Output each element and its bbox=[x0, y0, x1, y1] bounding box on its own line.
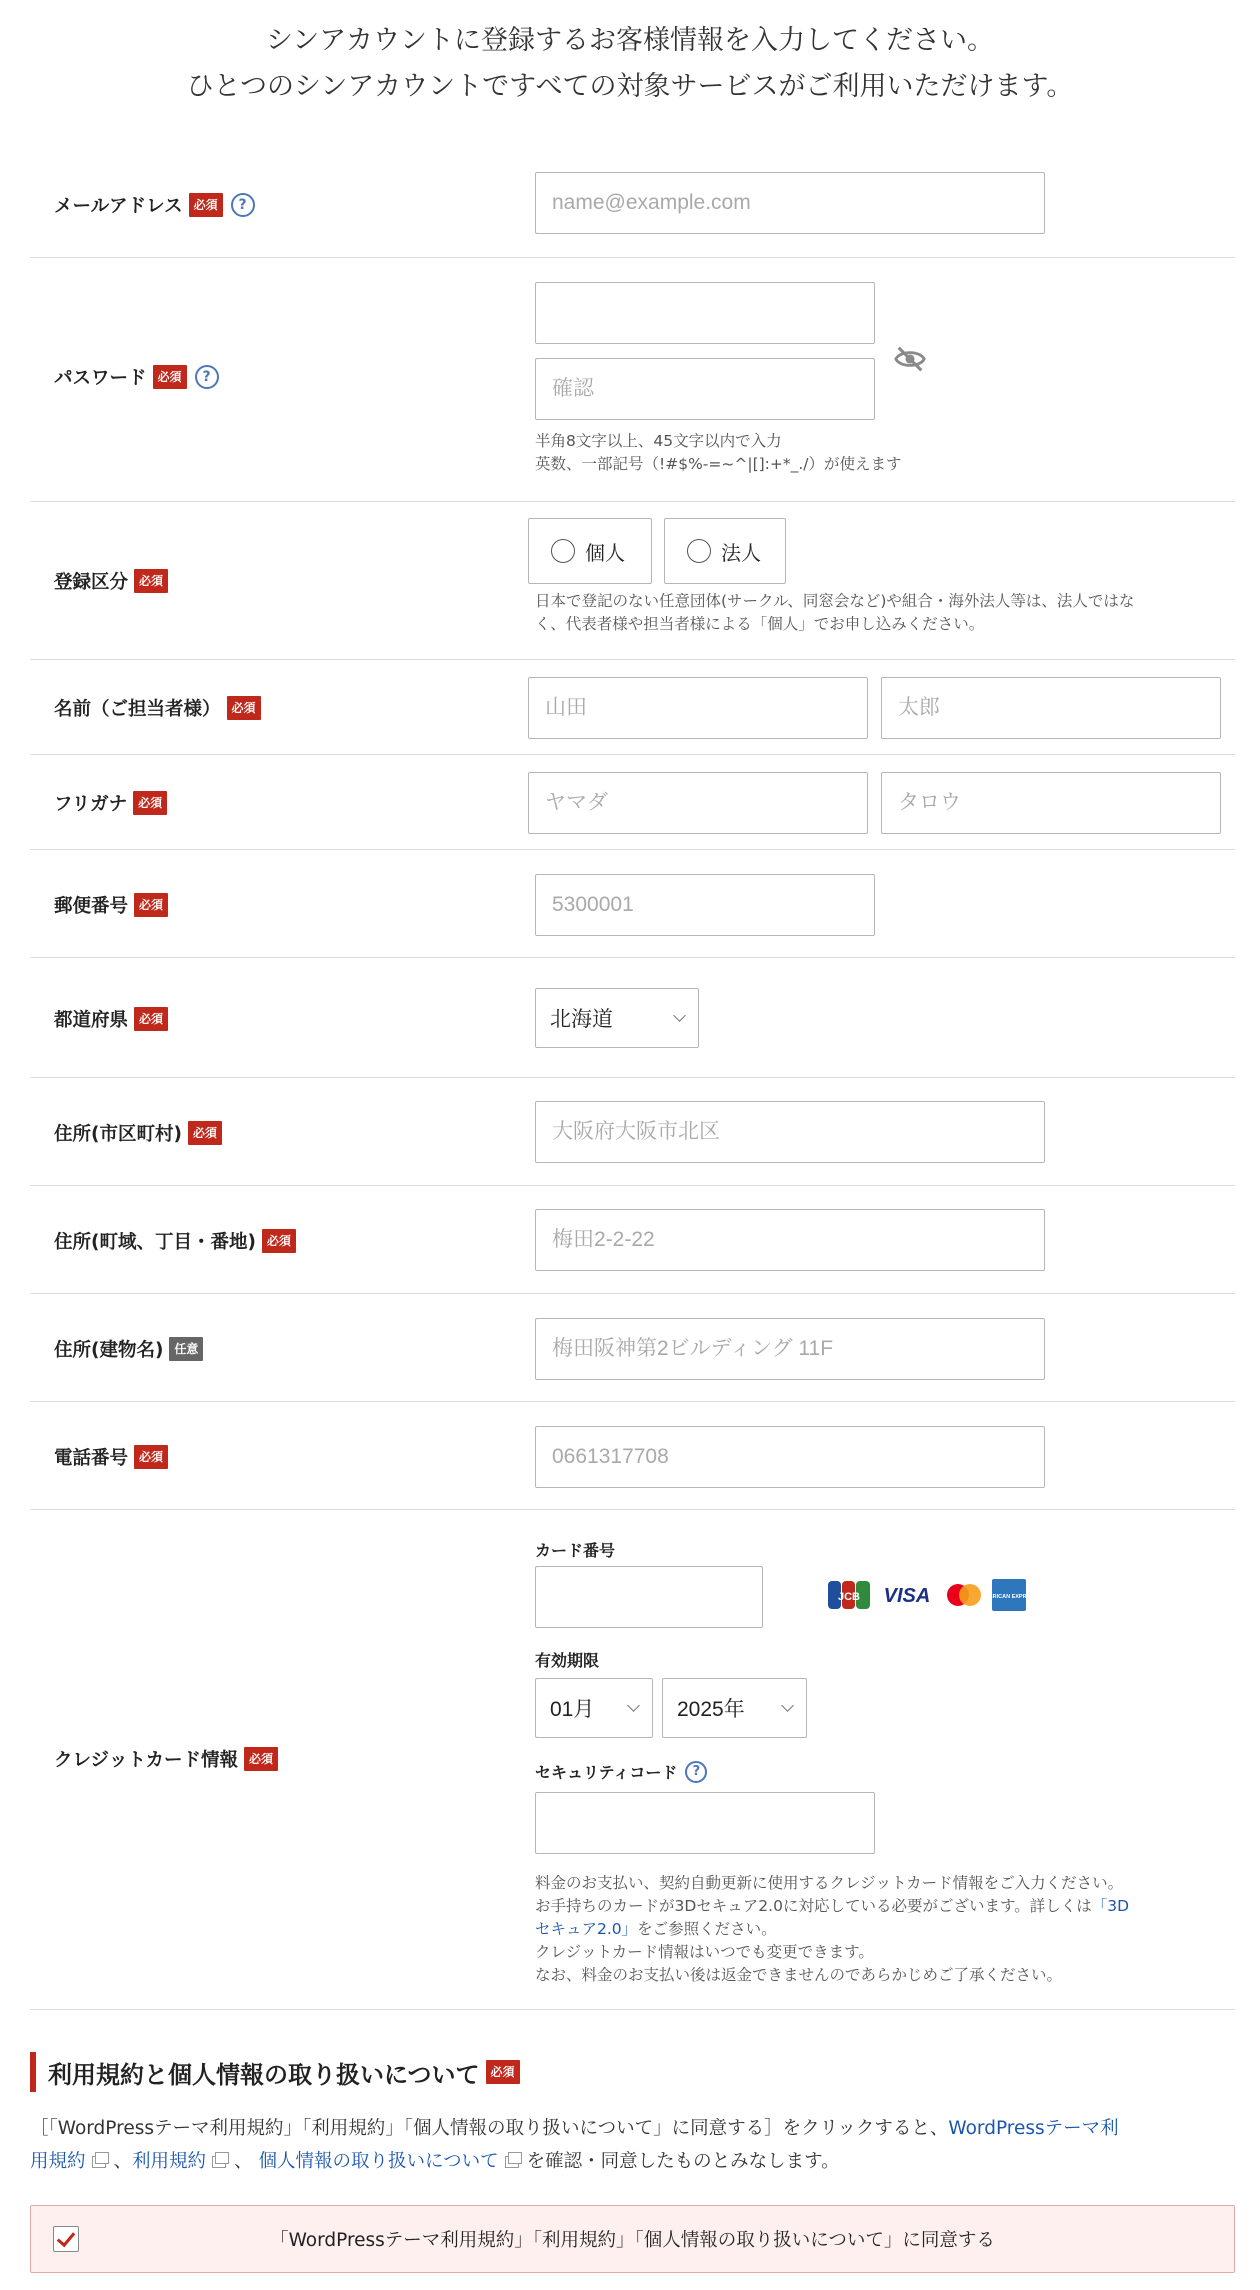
registration-type-note-line-2: く、代表者様や担当者様による「個人」でお申し込みください。 bbox=[535, 615, 985, 633]
jcb-logo-text: JCB bbox=[837, 1591, 861, 1603]
chevron-down-icon bbox=[627, 1699, 640, 1712]
card-number-input[interactable] bbox=[535, 1566, 763, 1628]
help-icon[interactable]: ? bbox=[231, 193, 255, 217]
terms-text bbox=[30, 2112, 1235, 2178]
credit-card-note-line-5: なお、料金のお支払い後は返金できませんのであらかじめご了承ください。 bbox=[535, 1966, 1063, 1984]
external-link-icon bbox=[92, 2156, 106, 2168]
registration-type-row bbox=[30, 502, 1235, 660]
required-badge: 必須 bbox=[189, 193, 223, 217]
password-note-line-1: 半角8文字以上、45文字以内で入力 bbox=[535, 432, 782, 450]
amex-logo-icon bbox=[980, 1578, 1038, 1612]
wordpress-terms-link[interactable]: WordPressテーマ利 bbox=[948, 2118, 1119, 2139]
jcb-logo-icon bbox=[827, 1579, 871, 1611]
expiry-month-value: 01月 bbox=[550, 1698, 595, 1721]
security-code-label bbox=[535, 1760, 707, 1783]
expiry-year-select[interactable] bbox=[662, 1678, 807, 1738]
terms-section-title bbox=[30, 2052, 520, 2092]
radio-individual[interactable] bbox=[528, 518, 652, 584]
city-label-text: 住所(市区町村) bbox=[54, 1124, 182, 1145]
chevron-down-icon bbox=[781, 1699, 794, 1712]
building-label-text: 住所(建物名) bbox=[54, 1340, 164, 1361]
expiry-month-select[interactable] bbox=[535, 1678, 653, 1738]
agree-checkbox[interactable] bbox=[53, 2226, 79, 2252]
note-text: をご参照ください。 bbox=[637, 1920, 777, 1938]
required-badge: 必須 bbox=[244, 1747, 278, 1771]
note-text: お手持ちのカードが3Dセキュア2.0に対応している必要がございます。詳しくは bbox=[535, 1897, 1092, 1915]
name-label bbox=[54, 695, 261, 721]
street-input[interactable] bbox=[535, 1209, 1045, 1271]
intro-text bbox=[0, 18, 1260, 110]
credit-card-note bbox=[535, 1872, 1129, 1987]
visa-logo-icon bbox=[877, 1579, 937, 1611]
phone-label bbox=[54, 1444, 168, 1470]
card-brand-icons bbox=[827, 1578, 1038, 1612]
credit-card-note-line-1: 料金のお支払い、契約自動更新に使用するクレジットカード情報をご入力ください。 bbox=[535, 1874, 1124, 1892]
separator: 、 bbox=[234, 2151, 253, 2172]
prefecture-select[interactable] bbox=[535, 988, 699, 1048]
external-link-icon bbox=[505, 2156, 519, 2168]
postal-row bbox=[30, 850, 1235, 958]
password-confirm-input[interactable] bbox=[535, 358, 875, 420]
building-label bbox=[54, 1336, 203, 1362]
agree-terms-checkbox-box[interactable] bbox=[30, 2205, 1235, 2273]
prefecture-row bbox=[30, 958, 1235, 1078]
chevron-down-icon bbox=[673, 1009, 686, 1022]
registration-type-note-line-1: 日本で登記のない任意団体(サークル、同窓会など)や組合・海外法人等は、法人ではな bbox=[535, 592, 1135, 610]
street-label bbox=[54, 1228, 296, 1254]
email-row bbox=[30, 150, 1235, 258]
terms-of-service-link[interactable]: 利用規約 bbox=[132, 2151, 207, 2172]
password-row bbox=[30, 258, 1235, 502]
credit-card-note-line-3 bbox=[535, 1918, 1129, 1941]
eye-off-icon[interactable] bbox=[893, 342, 927, 376]
intro-line-1: シンアカウントに登録するお客様情報を入力してください。 bbox=[265, 25, 995, 56]
credit-card-note-line-4: クレジットカード情報はいつでも変更できます。 bbox=[535, 1943, 874, 1961]
privacy-policy-link[interactable]: 個人情報の取り扱いについて bbox=[258, 2151, 499, 2172]
security-code-label-text: セキュリティコード bbox=[535, 1763, 678, 1782]
registration-type-label-text: 登録区分 bbox=[54, 572, 129, 593]
building-input[interactable] bbox=[535, 1318, 1045, 1380]
postal-code-input[interactable] bbox=[535, 874, 875, 936]
required-badge: 必須 bbox=[134, 1445, 168, 1469]
prefecture-label-text: 都道府県 bbox=[54, 1010, 129, 1031]
building-row bbox=[30, 1294, 1235, 1402]
terms-title-text: 利用規約と個人情報の取り扱いについて bbox=[48, 2060, 480, 2089]
radio-corporate-label: 法人 bbox=[721, 540, 761, 565]
password-label bbox=[54, 364, 219, 390]
required-badge: 必須 bbox=[134, 1007, 168, 1031]
email-input[interactable] bbox=[535, 172, 1045, 234]
radio-individual-label: 個人 bbox=[585, 540, 625, 565]
registration-type-label bbox=[54, 568, 168, 594]
terms-text-a: ［「WordPressテーマ利用規約」「利用規約」「個人情報の取り扱いについて」に同意する］をクリックすると、 bbox=[30, 2118, 949, 2139]
terms-text-b: を確認・同意したものとみなします。 bbox=[526, 2151, 840, 2172]
password-input[interactable] bbox=[535, 282, 875, 344]
phone-input[interactable] bbox=[535, 1426, 1045, 1488]
email-label bbox=[54, 192, 255, 218]
name-label-text: 名前（ご担当者様） bbox=[54, 699, 221, 720]
help-icon[interactable]: ? bbox=[195, 365, 219, 389]
radio-corporate[interactable] bbox=[664, 518, 786, 584]
city-row bbox=[30, 1078, 1235, 1186]
expiry-year-value: 2025年 bbox=[677, 1698, 745, 1721]
3d-secure-link[interactable]: 「3D bbox=[1091, 1897, 1130, 1915]
street-label-text: 住所(町域、丁目・番地) bbox=[54, 1232, 256, 1253]
last-name-input[interactable] bbox=[528, 677, 868, 739]
phone-label-text: 電話番号 bbox=[54, 1448, 129, 1469]
external-link-icon bbox=[212, 2156, 226, 2168]
radio-circle-icon bbox=[687, 539, 711, 563]
required-badge: 必須 bbox=[134, 893, 168, 917]
email-label-text: メールアドレス bbox=[54, 196, 183, 217]
security-code-input[interactable] bbox=[535, 1792, 875, 1854]
city-label bbox=[54, 1120, 222, 1146]
required-badge: 必須 bbox=[153, 365, 187, 389]
password-note-line-2: 英数、一部記号（!#$%-=~^|[]:+*_./）が使えます bbox=[535, 455, 902, 473]
password-note bbox=[535, 430, 902, 476]
required-badge: 必須 bbox=[188, 1121, 222, 1145]
password-label-text: パスワード bbox=[54, 368, 147, 389]
intro-line-2: ひとつのシンアカウントですべての対象サービスがご利用いただけます。 bbox=[186, 71, 1074, 102]
required-badge: 必須 bbox=[486, 2060, 520, 2084]
visa-logo-text: VISA bbox=[883, 1585, 931, 1607]
furigana-label-text: フリガナ bbox=[54, 794, 128, 815]
credit-card-label-text: クレジットカード情報 bbox=[54, 1750, 238, 1771]
3d-secure-link-cont[interactable]: セキュア2.0」 bbox=[535, 1920, 638, 1938]
mastercard-logo-icon bbox=[943, 1579, 985, 1611]
separator: 、 bbox=[113, 2151, 133, 2172]
expiry-label: 有効期限 bbox=[535, 1651, 600, 1670]
credit-card-label bbox=[54, 1746, 278, 1772]
required-badge: 必須 bbox=[262, 1229, 296, 1253]
credit-card-row bbox=[30, 1510, 1235, 2010]
registration-type-note bbox=[535, 590, 1134, 636]
optional-badge: 任意 bbox=[169, 1337, 203, 1361]
help-icon[interactable]: ? bbox=[685, 1761, 707, 1783]
radio-circle-icon bbox=[551, 539, 575, 563]
city-input[interactable] bbox=[535, 1101, 1045, 1163]
furigana-row bbox=[30, 755, 1235, 850]
street-row bbox=[30, 1186, 1235, 1294]
agree-terms-label[interactable]: 「WordPressテーマ利用規約」「利用規約」「個人情報の取り扱いについて」に同意する bbox=[270, 2230, 995, 2251]
prefecture-label bbox=[54, 1006, 168, 1032]
last-name-kana-input[interactable] bbox=[528, 772, 868, 834]
first-name-kana-input[interactable] bbox=[881, 772, 1221, 834]
phone-row bbox=[30, 1402, 1235, 1510]
prefecture-select-value: 北海道 bbox=[550, 1008, 613, 1031]
postal-label-text: 郵便番号 bbox=[54, 896, 129, 917]
required-badge: 必須 bbox=[134, 569, 168, 593]
credit-card-note-line-2 bbox=[535, 1895, 1129, 1918]
wordpress-terms-link-cont[interactable]: 用規約 bbox=[30, 2151, 86, 2172]
amex-logo-text: AMERICAN EXPRESS bbox=[980, 1594, 1038, 1600]
postal-label bbox=[54, 892, 168, 918]
first-name-input[interactable] bbox=[881, 677, 1221, 739]
card-number-label: カード番号 bbox=[535, 1541, 616, 1560]
required-badge: 必須 bbox=[133, 791, 167, 815]
required-badge: 必須 bbox=[227, 696, 261, 720]
name-row bbox=[30, 660, 1235, 755]
furigana-label bbox=[54, 790, 167, 816]
